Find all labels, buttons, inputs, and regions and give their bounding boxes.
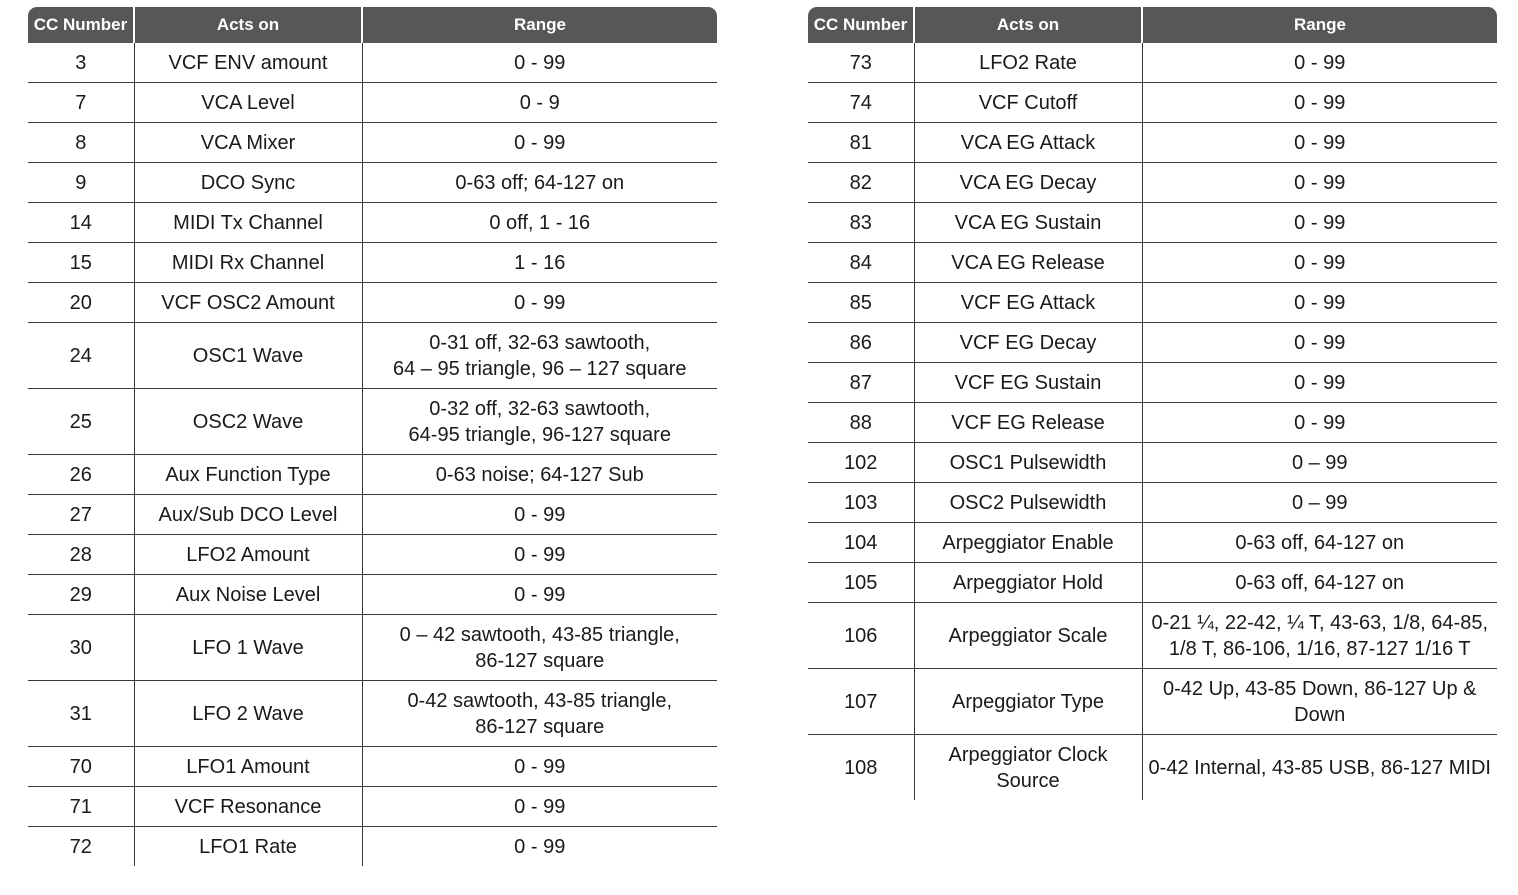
table-row (28, 535, 717, 575)
cell-range: 0 - 99 (362, 747, 717, 787)
table-row (28, 389, 717, 455)
cell-acts-on: LFO2 Amount (134, 535, 362, 575)
cell-cc-number: 74 (808, 83, 914, 123)
cell-cc-number: 82 (808, 163, 914, 203)
header-cc-number: CC Number (808, 7, 914, 43)
cell-cc-number: 81 (808, 123, 914, 163)
table-row (808, 163, 1497, 203)
cc-table-right (808, 7, 1497, 800)
cell-range: 0 - 99 (1142, 363, 1497, 403)
cell-cc-number: 28 (28, 535, 134, 575)
table-row (28, 827, 717, 867)
cell-acts-on: VCF EG Attack (914, 283, 1142, 323)
header-range: Range (362, 7, 717, 43)
cell-range: 0 - 99 (362, 283, 717, 323)
cell-acts-on: VCF OSC2 Amount (134, 283, 362, 323)
cell-range: 0-63 off; 64-127 on (362, 163, 717, 203)
cell-cc-number: 3 (28, 43, 134, 83)
cell-acts-on: OSC1 Pulsewidth (914, 443, 1142, 483)
table-row (28, 123, 717, 163)
table-row (808, 563, 1497, 603)
cell-acts-on: OSC1 Wave (134, 323, 362, 389)
cell-acts-on: MIDI Rx Channel (134, 243, 362, 283)
cell-cc-number: 83 (808, 203, 914, 243)
cell-acts-on: Aux Noise Level (134, 575, 362, 615)
table-row (28, 43, 717, 83)
cell-acts-on: LFO 2 Wave (134, 681, 362, 747)
table-row (808, 283, 1497, 323)
cell-cc-number: 71 (28, 787, 134, 827)
cell-range: 0-42 Internal, 43-85 USB, 86-127 MIDI (1142, 735, 1497, 801)
cell-range: 0 - 99 (1142, 123, 1497, 163)
table-row (28, 283, 717, 323)
cell-cc-number: 72 (69, 835, 92, 858)
cell-range: 0 off, 1 - 16 (362, 203, 717, 243)
cell-range: 0 - 9 (362, 83, 717, 123)
table-header-row (28, 7, 717, 43)
cell-range: 0 - 99 (362, 575, 717, 615)
cell-range: 0 - 99 (362, 827, 717, 867)
cell-range: 0-32 off, 32-63 sawtooth, 64-95 triangle, 96-127 square (362, 389, 717, 455)
cell-range: 0 – 99 (1142, 483, 1497, 523)
cell-acts-on: VCF Resonance (134, 787, 362, 827)
cell-acts-on: VCF ENV amount (134, 43, 362, 83)
table-row (808, 443, 1497, 483)
cell-acts-on: Arpeggiator Type (914, 669, 1142, 735)
cell-range: 0 - 99 (362, 535, 717, 575)
cell-range: 0-63 noise; 64-127 Sub (362, 455, 717, 495)
header-acts-on: Acts on (914, 7, 1142, 43)
cell-cc-number: 103 (808, 483, 914, 523)
cell-acts-on: LFO 1 Wave (134, 615, 362, 681)
cell-cc-number: 26 (28, 455, 134, 495)
cell-cc-number: 29 (28, 575, 134, 615)
table-row (28, 747, 717, 787)
cell-range: 0 - 99 (1142, 243, 1497, 283)
cell-cc-number: 20 (28, 283, 134, 323)
cell-cc-number: 70 (28, 747, 134, 787)
table-row (808, 363, 1497, 403)
cell-acts-on: Arpeggiator Hold (914, 563, 1142, 603)
table-row (808, 123, 1497, 163)
cell-acts-on: LFO2 Rate (914, 43, 1142, 83)
cell-acts-on: VCA EG Sustain (914, 203, 1142, 243)
cell-range: 0 – 42 sawtooth, 43-85 triangle, 86-127 square (362, 615, 717, 681)
cell-acts-on: LFO1 Amount (134, 747, 362, 787)
cell-cc-number: 27 (28, 495, 134, 535)
cell-range: 0-42 Up, 43-85 Down, 86-127 Up & Down (1142, 669, 1497, 735)
table-row (808, 403, 1497, 443)
cell-cc-number: 7 (28, 83, 134, 123)
cell-range: 0 - 99 (1142, 43, 1497, 83)
cell-cc-number: 84 (808, 243, 914, 283)
cell-acts-on: VCF Cutoff (914, 83, 1142, 123)
table-row (28, 787, 717, 827)
cell-range: 1 - 16 (362, 243, 717, 283)
table-row (808, 523, 1497, 563)
table-row (808, 483, 1497, 523)
header-cc-number: CC Number (28, 7, 134, 43)
table-row (28, 203, 717, 243)
cell-cc-number: 107 (808, 669, 914, 735)
cell-range: 0 - 99 (1142, 203, 1497, 243)
cell-range: 0-63 off, 64-127 on (1142, 523, 1497, 563)
cell-acts-on: VCF EG Release (914, 403, 1142, 443)
cell-cc-number: 14 (28, 203, 134, 243)
cell-acts-on: OSC2 Wave (134, 389, 362, 455)
table-row (808, 323, 1497, 363)
table-row (808, 83, 1497, 123)
cell-cc-number: 87 (808, 363, 914, 403)
cell-acts-on: VCA Level (134, 83, 362, 123)
table-row (808, 603, 1497, 669)
cell-range: 0 - 99 (1142, 403, 1497, 443)
table-row (28, 243, 717, 283)
cell-acts-on: VCF EG Sustain (914, 363, 1142, 403)
cell-range: 0-63 off, 64-127 on (1142, 563, 1497, 603)
cell-acts-on: Arpeggiator Clock Source (914, 735, 1142, 801)
cell-cc-number: 102 (808, 443, 914, 483)
cell-cc-number: 106 (808, 603, 914, 669)
cell-range: 0 - 99 (362, 495, 717, 535)
table-row (28, 575, 717, 615)
table-row (28, 83, 717, 123)
cell-cc-number: 30 (28, 615, 134, 681)
cell-cc-number: 86 (808, 323, 914, 363)
cell-acts-on: Arpeggiator Enable (914, 523, 1142, 563)
cell-acts-on: LFO1 Rate (134, 827, 362, 867)
cell-cc-number: 88 (808, 403, 914, 443)
table-row (28, 163, 717, 203)
cell-acts-on: VCA Mixer (134, 123, 362, 163)
cell-acts-on: VCA EG Release (914, 243, 1142, 283)
cell-acts-on: Aux Function Type (134, 455, 362, 495)
cell-range: 0-21 ¼, 22-42, ¼ T, 43-63, 1/8, 64-85, 1/8 T, 86-106, 1/16, 87-127 1/16 T (1142, 603, 1497, 669)
cc-table-left (28, 7, 717, 866)
cell-range: 0 - 99 (1142, 83, 1497, 123)
cell-cc-number: 8 (28, 123, 134, 163)
header-range: Range (1142, 7, 1497, 43)
cell-range: 0 - 99 (362, 123, 717, 163)
cell-range: 0-42 sawtooth, 43-85 triangle, 86-127 square (362, 681, 717, 747)
cell-acts-on: Arpeggiator Scale (914, 603, 1142, 669)
cell-acts-on: OSC2 Pulsewidth (914, 483, 1142, 523)
table-row (28, 495, 717, 535)
cell-cc-number: 24 (28, 323, 134, 389)
cell-cc-number: 85 (808, 283, 914, 323)
cell-acts-on: DCO Sync (134, 163, 362, 203)
cell-cc-number: 25 (28, 389, 134, 455)
table-row (808, 735, 1497, 801)
cell-range: 0 – 99 (1142, 443, 1497, 483)
table-row (808, 669, 1497, 735)
table-row (28, 681, 717, 747)
cell-acts-on: MIDI Tx Channel (134, 203, 362, 243)
cell-cc-number: 104 (808, 523, 914, 563)
cell-cc-number: 31 (28, 681, 134, 747)
cell-range: 0 - 99 (1142, 163, 1497, 203)
cell-range: 0 - 99 (1142, 323, 1497, 363)
cell-cc-number: 73 (808, 43, 914, 83)
table-row (808, 203, 1497, 243)
table-row (28, 615, 717, 681)
table-header-row (808, 7, 1497, 43)
cell-cc-number: 15 (28, 243, 134, 283)
cell-acts-on: Aux/Sub DCO Level (134, 495, 362, 535)
cell-cc-number: 9 (28, 163, 134, 203)
cell-range: 0-31 off, 32-63 sawtooth, 64 – 95 triangle, 96 – 127 square (362, 323, 717, 389)
table-row (808, 243, 1497, 283)
header-acts-on: Acts on (134, 7, 362, 43)
cell-range: 0 - 99 (362, 787, 717, 827)
cell-range: 0 - 99 (362, 43, 717, 83)
table-row (28, 455, 717, 495)
cell-cc-number: 105 (808, 563, 914, 603)
cell-acts-on: VCA EG Decay (914, 163, 1142, 203)
cell-acts-on: VCF EG Decay (914, 323, 1142, 363)
table-row (808, 43, 1497, 83)
cell-cc-number: 108 (844, 756, 878, 779)
table-row (28, 323, 717, 389)
cell-acts-on: VCA EG Attack (914, 123, 1142, 163)
cell-range: 0 - 99 (1142, 283, 1497, 323)
